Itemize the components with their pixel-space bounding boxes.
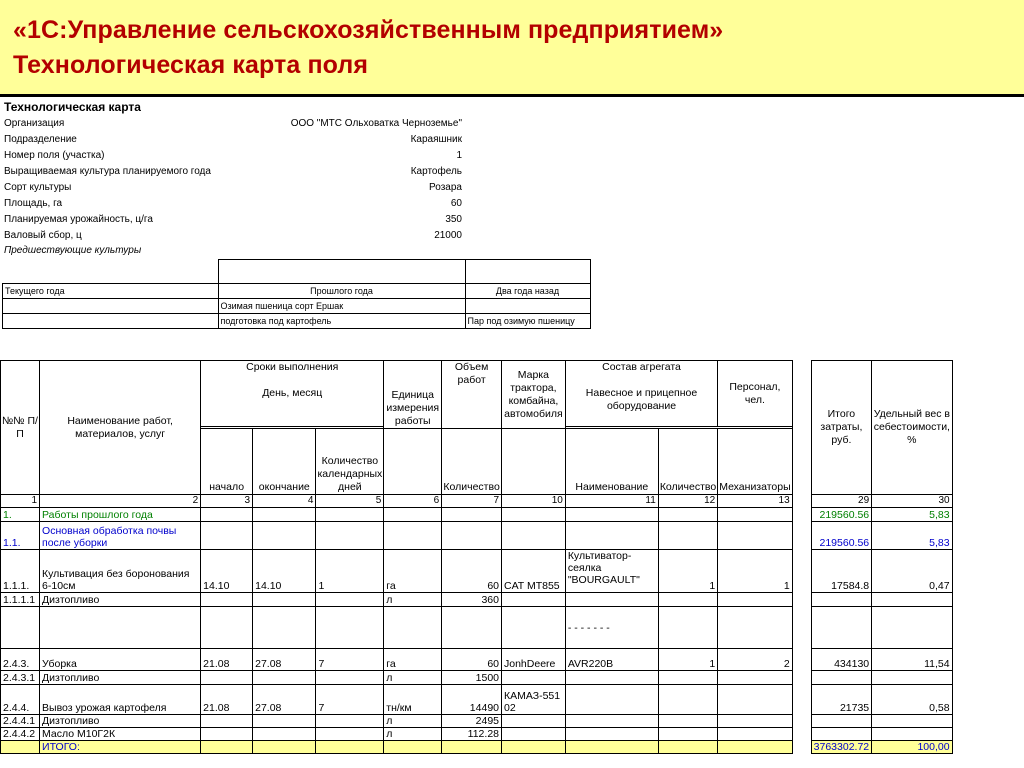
info-label: Выращиваемая культура планируемого года xyxy=(4,166,211,177)
row-implement-qty: 1 xyxy=(658,550,717,593)
total-weight: 100,00 xyxy=(872,741,952,754)
row-total: 219560.56 xyxy=(811,522,871,550)
document-title: Технологическая карта xyxy=(4,100,141,114)
row-total: 434130 xyxy=(811,649,871,671)
total-row xyxy=(1,741,1024,754)
row-unit: тн/км xyxy=(384,685,442,715)
info-label: Подразделение xyxy=(4,134,77,145)
row-num: 2.4.4.1 xyxy=(1,715,40,728)
header-day-month: День, месяц xyxy=(262,387,323,399)
header-terms-label: Сроки выполнения xyxy=(246,361,339,373)
row-unit: л xyxy=(384,593,442,607)
info-value: 60 xyxy=(450,198,462,209)
info-row xyxy=(4,214,464,229)
row-num: 1. xyxy=(1,508,40,522)
row-volume: 360 xyxy=(442,593,502,607)
row-total: 17584.8 xyxy=(811,550,871,593)
row-num: 1.1.1. xyxy=(1,550,40,593)
header-mounted: Навесное и прицепное оборудование xyxy=(585,387,698,412)
col-number: 12 xyxy=(658,495,717,508)
header-terms xyxy=(201,361,384,427)
col-number: 2 xyxy=(40,495,201,508)
header-weight: Удельный вес в себестоимости, % xyxy=(872,361,952,495)
pred-header-two-years: Два года назад xyxy=(465,284,590,299)
banner-divider xyxy=(0,94,1024,97)
header-total-cost: Итого затраты, руб. xyxy=(811,361,871,495)
pred-header-current: Текущего года xyxy=(3,284,219,299)
header-end: окончание xyxy=(253,429,316,495)
ellipsis-row xyxy=(1,607,1024,649)
table-row xyxy=(1,550,1024,593)
row-volume: 1500 xyxy=(442,671,502,685)
row-volume: 2495 xyxy=(442,715,502,728)
col-number: 30 xyxy=(872,495,952,508)
row-num: 2.4.4.2 xyxy=(1,728,40,741)
row-total: 21735 xyxy=(811,685,871,715)
pred-previous-crop: Озимая пшеница сорт Ершак xyxy=(218,299,465,314)
info-value: 350 xyxy=(445,214,462,225)
info-row xyxy=(4,118,464,133)
row-name: Уборка xyxy=(40,649,201,671)
info-value: Картофель xyxy=(410,166,462,177)
row-volume: 60 xyxy=(442,550,502,593)
row-name: Вывоз урожая картофеля xyxy=(40,685,201,715)
info-label: Организация xyxy=(4,118,65,129)
column-gap xyxy=(792,361,811,495)
row-num: 2.4.3. xyxy=(1,649,40,671)
info-value: 21000 xyxy=(434,230,462,241)
table-row xyxy=(1,728,1024,741)
table-row xyxy=(1,715,1024,728)
row-days: 1 xyxy=(316,550,384,593)
row-start: 21.08 xyxy=(201,685,253,715)
row-weight: 11,54 xyxy=(872,649,952,671)
row-unit: л xyxy=(384,715,442,728)
col-number: 29 xyxy=(811,495,871,508)
col-number: 1 xyxy=(1,495,40,508)
info-value: Караяшник xyxy=(410,134,462,145)
header-mech: Механизаторы xyxy=(718,429,792,495)
col-number: 6 xyxy=(384,495,442,508)
row-implement: AVR220B xyxy=(565,649,658,671)
table-row xyxy=(1,671,1024,685)
banner-title: «1С:Управление сельскохозяйственным предприятием» xyxy=(13,16,724,44)
header-mounted-name: Наименование xyxy=(565,429,658,495)
info-row xyxy=(4,182,464,197)
col-number: 7 xyxy=(442,495,502,508)
row-volume: 14490 xyxy=(442,685,502,715)
total-cost: 3763302.72 xyxy=(811,741,871,754)
row-unit: л xyxy=(384,728,442,741)
info-label: Валовый сбор, ц xyxy=(4,230,82,241)
info-value: 1 xyxy=(456,150,462,161)
predecessors-table xyxy=(2,259,591,329)
table-row xyxy=(1,593,1024,607)
col-number: 13 xyxy=(718,495,792,508)
header-unit-composition-label: Состав агрегата xyxy=(602,361,681,373)
predecessors-label: Предшествующие культуры xyxy=(4,245,142,256)
info-value: ООО "МТС Ольховатка Черноземье" xyxy=(290,118,462,129)
row-name: Масло М10Г2К xyxy=(40,728,201,741)
row-mech: 2 xyxy=(718,649,792,671)
header-personnel: Персонал, чел. xyxy=(718,361,792,427)
slide-banner xyxy=(0,0,1024,94)
row-start: 21.08 xyxy=(201,649,253,671)
row-tractor: КАМАЗ-55102 xyxy=(502,685,566,715)
row-implement: Культиватор-сеялка "BOURGAULT" xyxy=(565,550,658,593)
row-name: Культивация без боронования 6-10см xyxy=(40,550,201,593)
pred-previous-prep: подготовка под картофель xyxy=(218,314,465,329)
table-row xyxy=(1,649,1024,671)
pred-two-years-value: Пар под озимую пшеницу xyxy=(465,314,590,329)
pred-header-previous: Прошлого года xyxy=(218,284,465,299)
row-name: Дизтопливо xyxy=(40,593,201,607)
table-row xyxy=(1,508,1024,522)
info-label: Сорт культуры xyxy=(4,182,72,193)
row-volume: 112.28 xyxy=(442,728,502,741)
info-label: Номер поля (участка) xyxy=(4,150,105,161)
row-total: 219560.56 xyxy=(811,508,871,522)
row-mech: 1 xyxy=(718,550,792,593)
banner-subtitle: Технологическая карта поля xyxy=(13,51,369,79)
header-num: №№ П/П xyxy=(1,361,40,495)
row-unit: га xyxy=(384,550,442,593)
row-unit: га xyxy=(384,649,442,671)
row-tractor: JonhDeere xyxy=(502,649,566,671)
info-row xyxy=(4,198,464,213)
row-name: Дизтопливо xyxy=(40,715,201,728)
col-number: 5 xyxy=(316,495,384,508)
row-volume: 60 xyxy=(442,649,502,671)
row-name: Основная обработка почвы после уборки xyxy=(40,522,201,550)
table-row xyxy=(1,522,1024,550)
row-days: 7 xyxy=(316,649,384,671)
col-number: 4 xyxy=(253,495,316,508)
info-row xyxy=(4,134,464,149)
row-implement-qty: 1 xyxy=(658,649,717,671)
col-number: 3 xyxy=(201,495,253,508)
header-name: Наименование работ, материалов, услуг xyxy=(40,361,201,495)
row-end: 27.08 xyxy=(253,649,316,671)
total-label: ИТОГО: xyxy=(40,741,201,754)
header-qty: Количество xyxy=(442,429,502,495)
info-value: Розара xyxy=(429,182,462,193)
tech-map-table xyxy=(0,360,1024,754)
info-label: Площадь, га xyxy=(4,198,63,209)
info-row xyxy=(4,166,464,181)
row-start: 14.10 xyxy=(201,550,253,593)
row-num: 2.4.4. xyxy=(1,685,40,715)
row-num: 1.1.1.1 xyxy=(1,593,40,607)
header-tractor: Марка трактора, комбайна, автомобиля xyxy=(502,361,566,429)
row-tractor: CAT MT855 xyxy=(502,550,566,593)
ellipsis-dots: - - - - - - - xyxy=(565,607,658,649)
row-end: 14.10 xyxy=(253,550,316,593)
header-unit: Единица измерения работы xyxy=(384,361,442,429)
row-weight: 0,58 xyxy=(872,685,952,715)
header-cal-days: Количество календарных дней xyxy=(316,429,384,495)
row-name: Работы прошлого года xyxy=(40,508,201,522)
row-weight: 0,47 xyxy=(872,550,952,593)
table-row xyxy=(1,685,1024,715)
info-row xyxy=(4,230,464,245)
header-unit-composition xyxy=(565,361,717,427)
row-num: 2.4.3.1 xyxy=(1,671,40,685)
row-weight: 5,83 xyxy=(872,522,952,550)
row-days: 7 xyxy=(316,685,384,715)
info-row xyxy=(4,150,464,165)
header-mounted-qty: Количество xyxy=(658,429,717,495)
row-num: 1.1. xyxy=(1,522,40,550)
info-label: Планируемая урожайность, ц/га xyxy=(4,214,153,225)
col-number: 11 xyxy=(565,495,658,508)
row-name: Дизтопливо xyxy=(40,671,201,685)
row-unit: л xyxy=(384,671,442,685)
col-number: 10 xyxy=(502,495,566,508)
header-start: начало xyxy=(201,429,253,495)
header-volume: Объем работ xyxy=(442,361,502,429)
row-end: 27.08 xyxy=(253,685,316,715)
row-weight: 5,83 xyxy=(872,508,952,522)
